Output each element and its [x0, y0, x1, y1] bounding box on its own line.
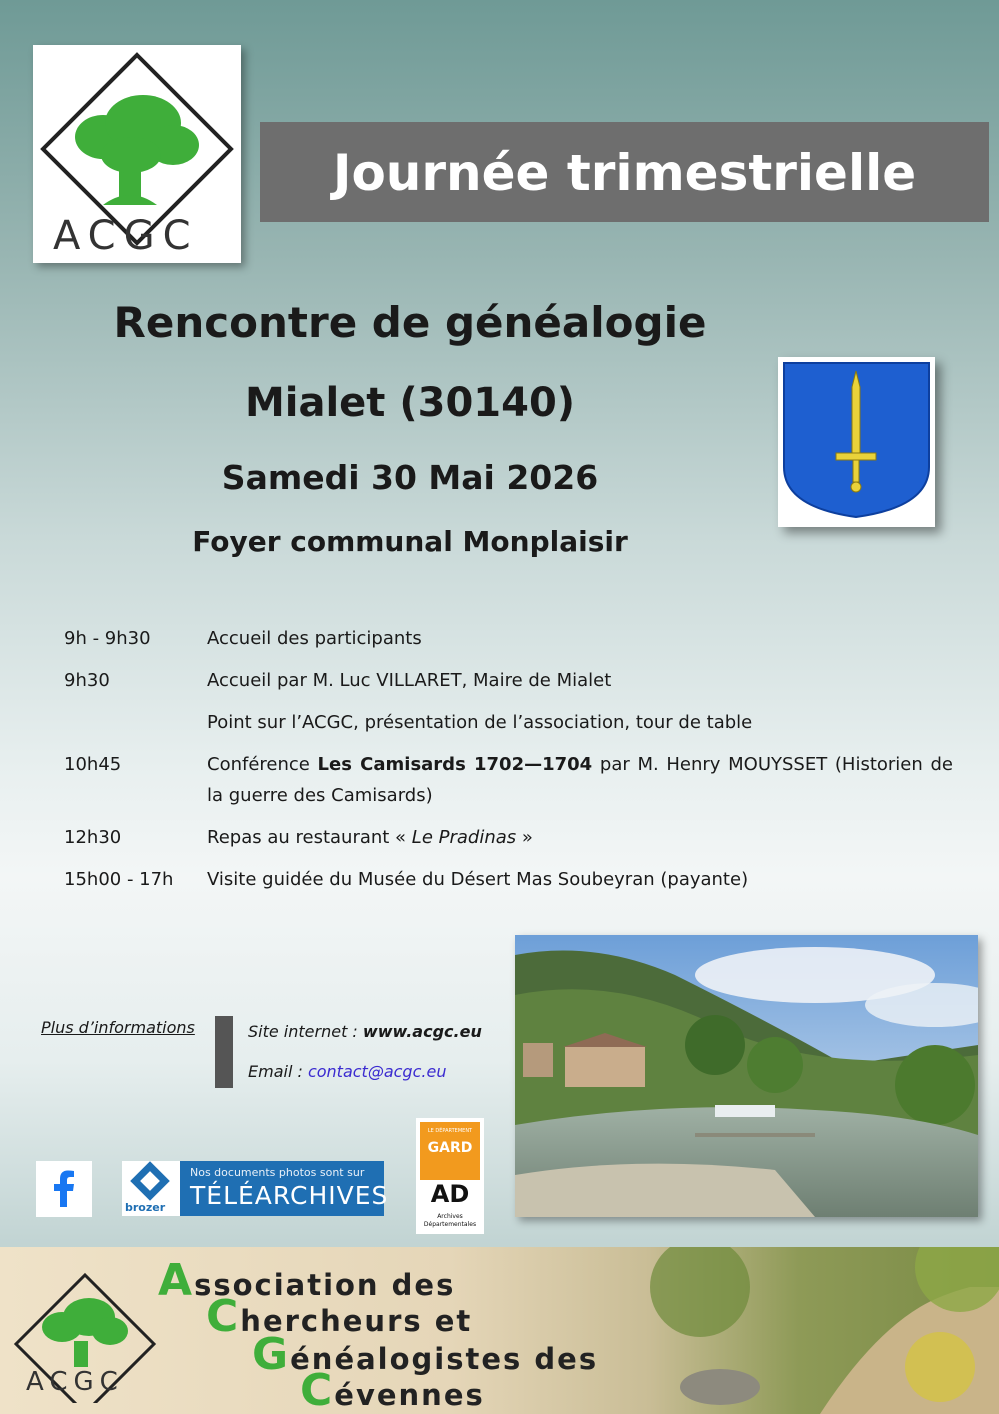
- program-time: 10h45: [64, 754, 122, 775]
- email-label: Email :: [248, 1062, 308, 1081]
- landscape-photo: [515, 935, 978, 1217]
- info-divider: [215, 1016, 233, 1088]
- program-desc: Visite guidée du Musée du Désert Mas Soubeyran (payante): [207, 869, 749, 890]
- event-venue: Foyer communal Monplaisir: [192, 525, 628, 558]
- crest-sword-icon: [778, 357, 935, 527]
- program-time: 9h - 9h30: [64, 628, 151, 649]
- ad-sub1: Archives: [437, 1213, 463, 1220]
- email-line: [248, 1062, 446, 1081]
- program-desc: Accueil par M. Luc VILLARET, Maire de Mialet: [207, 670, 612, 691]
- event-date: Samedi 30 Mai 2026: [221, 458, 599, 497]
- more-info-label: Plus d’informations: [41, 1018, 195, 1037]
- program-desc: [207, 749, 953, 811]
- brozer-icon: [122, 1161, 180, 1201]
- brozer-logo: [122, 1161, 180, 1216]
- mialet-crest: [778, 357, 935, 527]
- website-line: [248, 1022, 482, 1041]
- lunch-suffix: »: [516, 827, 533, 848]
- website-label: Site internet :: [248, 1022, 363, 1041]
- program-time: 9h30: [64, 670, 110, 691]
- conference-suffix: par M. Henry MOUYSSET (Historien de la guerre des Camisards): [207, 754, 953, 806]
- footer-logo-text: ACGC: [26, 1367, 124, 1397]
- ad-text: AD: [430, 1180, 470, 1208]
- facebook-f-icon: [36, 1161, 92, 1217]
- ad-sub2: Départementales: [423, 1221, 477, 1228]
- event-place: Mialet (30140): [244, 380, 576, 426]
- conference-title: Les Camisards 1702—1704: [317, 754, 593, 775]
- program-desc: Accueil des participants: [207, 628, 422, 649]
- gard-orange-block: [420, 1122, 480, 1180]
- gard-name: GARD: [427, 1140, 473, 1156]
- telearchives-tagline: Nos documents photos sont sur: [190, 1166, 365, 1179]
- gard-small-text: LE DÉPARTEMENT: [427, 1128, 473, 1134]
- initial-letter: C: [300, 1365, 335, 1414]
- website-link[interactable]: www.acgc.eu: [362, 1022, 482, 1041]
- initial-letter: G: [252, 1329, 291, 1380]
- footer-banner: [0, 1247, 999, 1414]
- initial-letter: A: [158, 1255, 195, 1306]
- program-time: 15h00 - 17h: [64, 869, 174, 890]
- program-desc: [207, 822, 953, 853]
- email-link[interactable]: contact@acgc.eu: [307, 1062, 447, 1081]
- program-desc: Point sur l’ACGC, présentation de l’association, tour de table: [207, 712, 753, 733]
- initial-letter: C: [206, 1291, 241, 1342]
- logo-text: ACGC: [53, 213, 199, 259]
- restaurant-name: Le Pradinas: [411, 827, 517, 848]
- facebook-icon[interactable]: [36, 1161, 92, 1217]
- page-title: Journée trimestrielle: [332, 144, 917, 202]
- river-landscape-icon: [515, 935, 978, 1217]
- conference-prefix: Conférence: [207, 754, 318, 775]
- line-rest: hercheurs et: [240, 1304, 473, 1338]
- telearchives-title: TÉLÉARCHIVES: [190, 1181, 389, 1210]
- line-rest: ssociation des: [194, 1268, 456, 1302]
- line-rest: énéalogistes des: [290, 1342, 599, 1376]
- gard-archives-logo[interactable]: [416, 1118, 484, 1234]
- title-banner: [260, 122, 989, 222]
- brozer-text: brozer: [125, 1201, 166, 1214]
- acgc-logo: [33, 45, 241, 263]
- telearchives-banner[interactable]: [122, 1161, 389, 1216]
- event-heading: Rencontre de généalogie: [113, 298, 707, 347]
- line-rest: évennes: [334, 1378, 485, 1412]
- program-time: 12h30: [64, 827, 122, 848]
- lunch-prefix: Repas au restaurant «: [207, 827, 412, 848]
- association-line: [300, 1365, 485, 1414]
- footer-path-scenery-icon: [640, 1247, 999, 1414]
